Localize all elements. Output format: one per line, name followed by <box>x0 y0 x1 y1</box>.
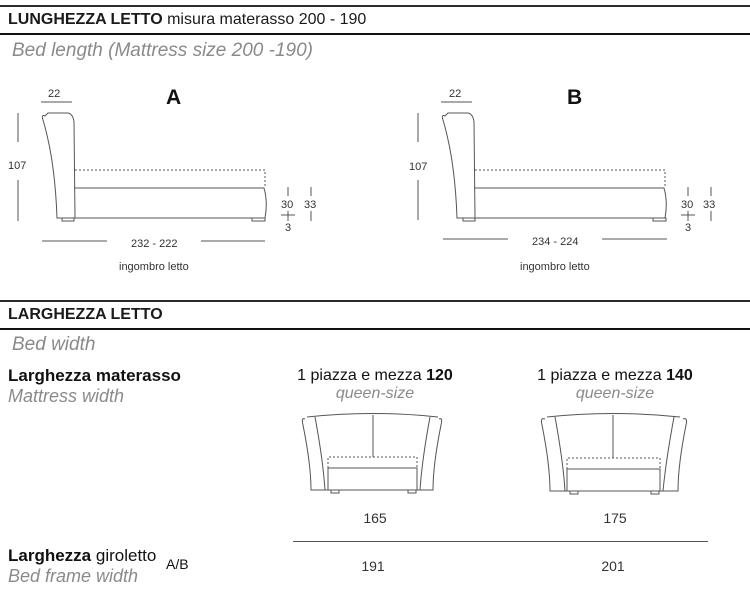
frame-width-label-bold: Larghezza <box>8 546 92 565</box>
width-section-title <box>8 306 163 324</box>
width-title-rule <box>0 328 750 330</box>
col-140-subtitle: queen-size <box>575 385 655 402</box>
col-120-heading <box>290 367 460 385</box>
frame-width-label-rest: giroletto <box>91 546 157 565</box>
view-a-caption: ingombro letto <box>119 261 189 273</box>
view-b-headboard-depth: 22 <box>449 88 462 100</box>
view-a-headboard-depth: 22 <box>48 88 61 100</box>
col-120-overall-width: 165 <box>363 510 387 526</box>
view-b-caption: ingombro letto <box>520 261 590 273</box>
view-a-overall-length: 232 - 222 <box>131 238 178 250</box>
top-rule <box>0 5 750 7</box>
view-b-overall-length: 234 - 224 <box>532 236 579 248</box>
col-140-name: 1 piazza e mezza <box>537 367 667 384</box>
view-b-frame-height: 30 <box>681 199 694 211</box>
bed-side-view-b <box>400 80 750 280</box>
length-title-rule <box>0 33 750 35</box>
col-120-frame-width: 191 <box>361 558 385 574</box>
frame-width-label-en: Bed frame width <box>8 566 139 586</box>
bed-front-view-140 <box>535 405 695 505</box>
bed-front-view-120 <box>295 405 450 505</box>
view-a-height: 107 <box>8 160 27 172</box>
view-a-letter: A <box>166 86 182 109</box>
length-section-title <box>8 11 366 29</box>
col-120-subtitle: queen-size <box>335 385 415 402</box>
frame-width-divider <box>293 541 708 542</box>
length-title-bold: LUNGHEZZA LETTO <box>8 11 163 28</box>
view-b-foot-height: 3 <box>685 222 692 234</box>
col-140-frame-width: 201 <box>601 558 625 574</box>
view-a-foot-height: 3 <box>285 222 292 234</box>
width-section-subtitle: Bed width <box>12 334 96 355</box>
bed-side-view-a <box>0 80 350 280</box>
view-b-total-height: 33 <box>703 199 716 211</box>
view-b-height: 107 <box>409 161 428 173</box>
length-title-rest: misura materasso 200 - 190 <box>162 11 367 28</box>
frame-width-label <box>8 546 156 566</box>
mattress-width-label: Larghezza materasso <box>8 366 181 385</box>
length-section-subtitle: Bed length (Mattress size 200 -190) <box>12 40 313 61</box>
col-140-size: 140 <box>666 367 693 384</box>
col-120-name: 1 piazza e mezza <box>297 367 427 384</box>
mattress-width-label-en: Mattress width <box>8 386 125 406</box>
width-title-bold: LARGHEZZA LETTO <box>8 306 163 323</box>
frame-variant: A/B <box>166 556 189 572</box>
view-a-frame-height: 30 <box>281 199 294 211</box>
view-b-letter: B <box>567 86 583 109</box>
view-a-total-height: 33 <box>304 199 317 211</box>
col-120-size: 120 <box>426 367 453 384</box>
width-top-rule <box>0 300 750 302</box>
col-140-heading <box>530 367 700 385</box>
col-140-overall-width: 175 <box>603 510 627 526</box>
